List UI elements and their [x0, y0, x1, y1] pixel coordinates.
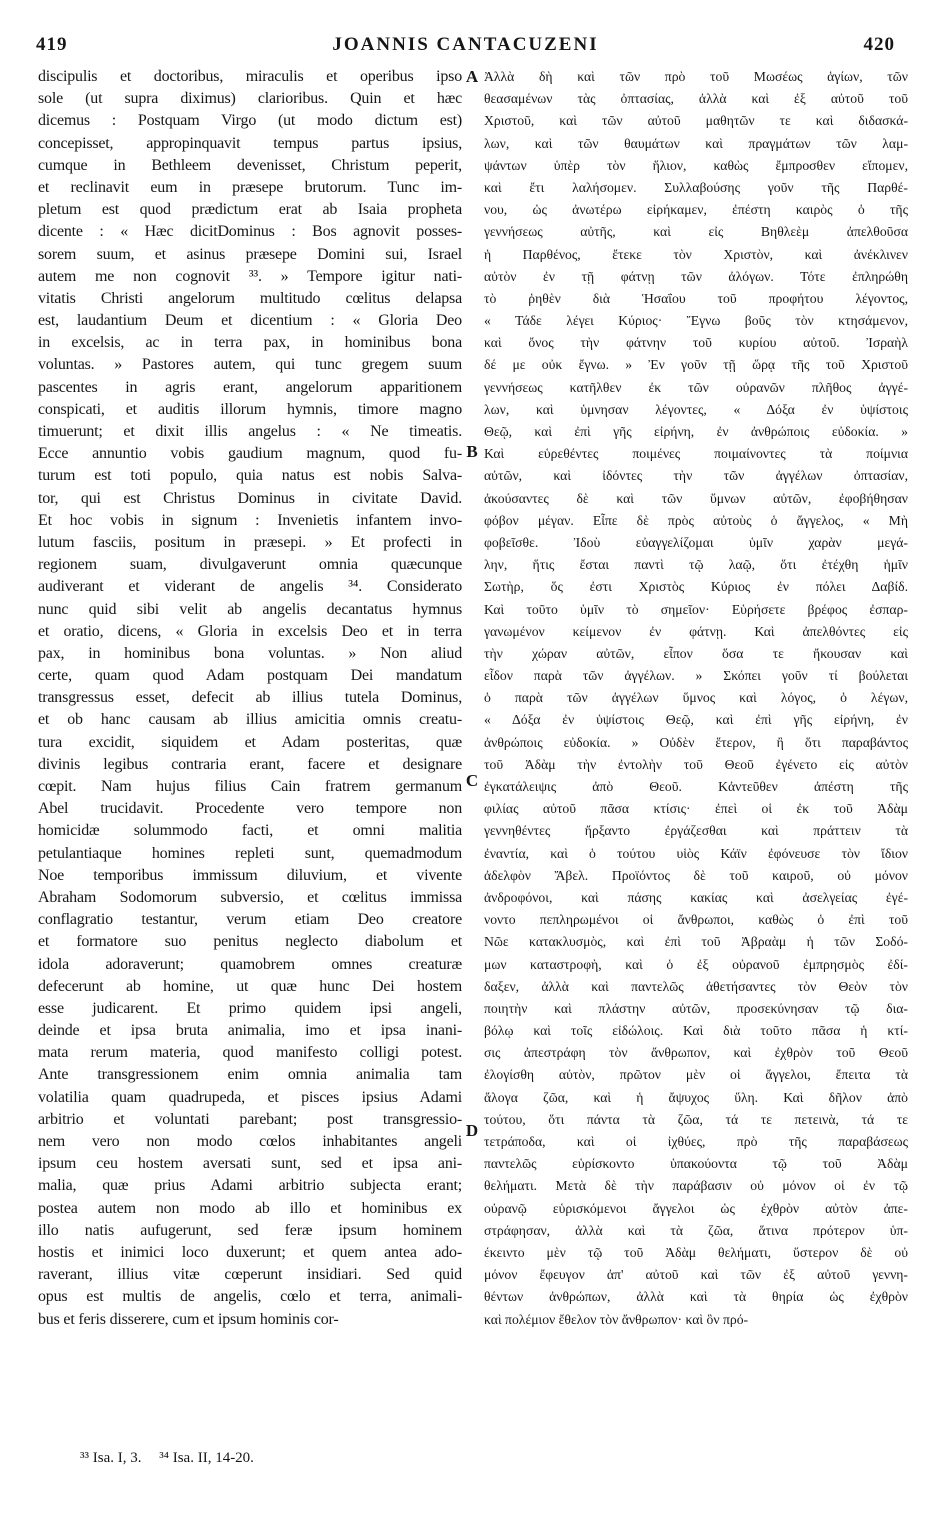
- footnote-33: ³³ Isa. I, 3.: [80, 1450, 142, 1466]
- latin-text-line: est, laudantium Deum et dicentium : « Gloria Deo: [38, 312, 462, 330]
- greek-text-line: τετράποδα, καὶ οἱ ἰχθύες, πρὸ τῆς παραβάσεως: [484, 1134, 908, 1149]
- latin-text-line: opus est multis de angelis, cœlo et terra, animali-: [38, 1288, 462, 1306]
- greek-text-line: φιλίας αὐτοῦ πᾶσα κτίσις· ἐπεὶ οἱ ἐκ τοῦ Ἀδὰμ: [484, 801, 908, 817]
- latin-text-line: petulantiaque homines repleti sunt, quemadmodum: [38, 844, 462, 862]
- greek-text-line: γεννηθέντες ἤρξαντο ἐργάζεσθαι καὶ πράττειν τὰ: [484, 823, 908, 839]
- page-number-left: 419: [36, 34, 68, 55]
- latin-text-line: tura excidit, siquidem et Adam posteritas, quæ: [38, 733, 462, 751]
- greek-text-line: θελήματι. Μετὰ δὲ τὴν παράβασιν οὐ μόνον οἱ ἐν τῷ: [484, 1178, 908, 1194]
- latin-text-line: hostis et inimici loco duxerunt; et quem antea ado-: [38, 1243, 462, 1261]
- greek-text-line: λων, καὶ τῶν θαυμάτων καὶ πραγμάτων τῶν λαμ-: [484, 135, 908, 151]
- greek-text-line: ἐλογίσθη αὐτὸν, πρῶτον μὲν οἱ ἄγγελοι, ἔπειτα τὰ: [484, 1067, 908, 1083]
- greek-text-line: φόβον μέγαν. Εἶπε δὲ πρὸς αὐτοὺς ὁ ἄγγελος, « Μὴ: [484, 512, 908, 528]
- greek-text-line: νου, ὡς ἀνωτέρω εἰρήκαμεν, ἐπέστη καιρὸς ὁ τῆς: [484, 202, 908, 218]
- greek-text-line: « Δόξα ἐν ὑψίστοις Θεῷ, καὶ ἐπὶ γῆς εἰρήνη, ἐν: [484, 712, 908, 728]
- latin-text-line: mata rerum materia, quod manifesto colligi potest.: [38, 1044, 462, 1062]
- greek-text-line: καὶ πολέμιον ἔθελον τὸν ἄνθρωπον· καὶ ὃν πρό-: [484, 1311, 749, 1327]
- page-header: [36, 34, 895, 64]
- latin-text-line: vitatis Christi angelorum multitudo cœlitus delapsa: [38, 289, 462, 307]
- greek-text-line: τούτου, ὅτι πάντα τὰ ζῶα, τά τε πετεινὰ, τά τε: [484, 1111, 908, 1127]
- greek-text-line: ποιητὴν καὶ πλάστην αὐτῶν, προσεκύνησαν τῷ δια-: [484, 1000, 908, 1016]
- latin-text-line: esse judicarent. Et primo quidem ipsi angeli,: [38, 999, 462, 1017]
- latin-text-line: turum est toti populo, quia natus est nobis Salva-: [38, 467, 462, 485]
- latin-text-line: Ecce annuntio vobis gaudium magnum, quod fu-: [38, 445, 462, 463]
- greek-text-line: παντελῶς εὑρίσκοντο ὑπακούοντα τῷ τοῦ Ἀδὰμ: [484, 1156, 908, 1172]
- latin-text-line: conspicati, et auditis illorum hymnis, timore magno: [38, 400, 462, 418]
- latin-text-line: autem me non cognovit ³³. » Tempore igitur nati-: [38, 267, 462, 285]
- greek-text-line: αὐτὸν ἐν τῇ φάτνῃ τῶν ἀλόγων. Τότε ἐπληρώθη: [484, 268, 908, 284]
- greek-text-line: ἀκούσαντες δὲ καὶ τῶν ὕμνων αὐτῶν, ἐφοβήθησαν: [484, 490, 908, 506]
- greek-text-line: φοβεῖσθε. Ἰδοὺ εὐαγγελίζομαι ὑμῖν χαρὰν μεγά-: [484, 534, 908, 550]
- latin-text-line: regionem suam, divulgaverunt omnia quæcunque: [38, 556, 462, 574]
- latin-text-line: Abel trucidavit. Procedente vero tempore non: [38, 800, 462, 818]
- greek-text-line: ἐναντία, καὶ ὁ τούτου υἱὸς Κάϊν ἐφόνευσε τὸν ἴδιον: [484, 845, 908, 861]
- latin-text-line: Et hoc vobis in signum : Invenietis infantem invo-: [38, 511, 462, 529]
- latin-text-line: cœpit. Nam hujus filius Cain fratrem germanum: [38, 778, 462, 795]
- latin-text-line: dicente : « Hæc dicitDominus : Bos agnovit posses-: [38, 223, 462, 241]
- latin-text-line: concepisset, appropinquavit tempus partus ipsius,: [38, 134, 462, 152]
- greek-text-line: καὶ ἔτι λαλήσομεν. Συλλαβούσης γοῦν τῆς Παρθέ-: [484, 179, 908, 195]
- latin-text-line: discipulis et doctoribus, miraculis et operibus ipso: [38, 68, 462, 85]
- greek-text-line: ὁ παρὰ τῶν ἀγγέλων ὕμνος καὶ λόγος, ὁ λέγων,: [484, 690, 908, 706]
- greek-text-line: στράφησαν, ἀλλὰ καὶ τὰ ζῶα, ἅτινα πρότερον ὑπ-: [484, 1222, 908, 1238]
- greek-text-line: Καὶ εὑρεθέντες ποιμένες ποιμαίνοντες τὰ ποίμνια: [484, 446, 908, 462]
- latin-text-line: certe, quam quod Adam postquam Dei mandatum: [38, 667, 462, 685]
- greek-text-line: εἶδον παρὰ τῶν ἀγγέλων. » Σκόπει γοῦν τί βούλεται: [484, 668, 908, 684]
- latin-text-line: defecerunt ab homine, ut quæ hunc Dei hostem: [38, 977, 462, 995]
- latin-text-line: pax, in hominibus bona voluntas. » Non aliud: [38, 644, 462, 662]
- latin-text-line: cumque in Bethleem devenisset, Christum peperit,: [38, 156, 462, 174]
- greek-text-line: Χριστοῦ, καὶ τῶν αὐτοῦ μαθητῶν τε καὶ διδασκά-: [484, 113, 908, 129]
- latin-text-line: tor, qui est Christus Dominus in civitate David.: [38, 489, 462, 507]
- latin-text-line: dicemus : Postquam Virgo (ut modo dictum est): [38, 112, 462, 130]
- greek-text-line: τὴν χώραν αὐτῶν, εἶπον ὅσα τε ἤκουσαν καὶ: [484, 645, 908, 661]
- latin-text-line: lutum fasciis, positum in præsepi. » Et profecti in: [38, 533, 462, 551]
- latin-text-line: arbitrio et voluntati parebant; post transgressio-: [38, 1110, 462, 1128]
- latin-text-line: timuerunt; et dixit illis angelus : « Ne timeatis.: [38, 423, 462, 440]
- greek-text-line: « Τάδε λέγει Κύριος· Ἔγνω βοῦς τὸν κτησάμενον,: [484, 313, 908, 329]
- greek-text-line: δαξεν, ἀλλὰ καὶ παντελῶς ἀθετήσαντες τὸν Θεὸν τὸν: [484, 978, 908, 994]
- latin-text-line: et ob hanc causam ab illius amicitia omnis creatu-: [38, 711, 462, 729]
- greek-text-line: γεννήσεως κατῆλθεν ἐκ τῶν οὐρανῶν πλῆθος ἀγγέ-: [484, 379, 908, 395]
- latin-text-line: raverant, illius vitæ cœperunt insidiari. Sed quid: [38, 1266, 462, 1284]
- latin-text-line: in excelsis, ac in terra pax, in hominibus bona: [38, 334, 462, 352]
- greek-text-line: ἐγκατάλειψις ἀπὸ Θεοῦ. Κἀντεῦθεν ἀπέστη τῆς: [484, 779, 908, 794]
- greek-text-line: τοῦ Ἀδὰμ τὴν ἐντολὴν τοῦ Θεοῦ ἐγένετο εἰς αὐτὸν: [484, 756, 908, 772]
- latin-text-line: postea autem non modo ab illo et hominibus ex: [38, 1199, 462, 1217]
- greek-text-line: έκειντο μὲν τῷ τοῦ Ἀδὰμ θελήματι, ὕστερον δὲ οὐ: [484, 1244, 908, 1260]
- greek-text-line: ἡ Παρθένος, ἔτεκε τὸν Χριστὸν, καὶ ἀνέκλινεν: [484, 246, 908, 262]
- latin-text-line: ipsum ceu hostem aversati sunt, sed et ipsa ani-: [38, 1155, 462, 1173]
- greek-text-line: ἀνθρώποις εὐδοκία. » Οὐδὲν ἕτερον, ἢ ὅτι παραβάντος: [484, 734, 908, 750]
- latin-text-line: et oratio, dicens, « Gloria in excelsis Deo et in terra: [38, 622, 462, 640]
- footnotes: [80, 1450, 268, 1467]
- latin-text-line: nem vero non modo cœlos inhabitantes angeli: [38, 1133, 462, 1150]
- margin-marker-b: B: [466, 442, 478, 461]
- margin-marker-a: A: [465, 67, 479, 86]
- latin-text-line: nunc quid sibi velit ab angelis decantatus hymnus: [38, 600, 462, 618]
- latin-text-line: Abraham Sodomorum subversio, et cœlitus immissa: [38, 888, 462, 906]
- greek-column: [484, 66, 908, 1331]
- margin-marker-c: C: [465, 771, 479, 790]
- greek-text-line: δέ με οὐκ ἔγνω. » Ἐν γοῦν τῇ ὥρᾳ τῆς τοῦ Χριστοῦ: [484, 357, 908, 373]
- greek-text-line: γεννήσεως αὐτῆς, καὶ εἰς Βηθλεὲμ ἀπελθοῦσα: [484, 224, 908, 240]
- latin-text-line: idola adoraverunt; quamobrem omnes creaturæ: [38, 955, 462, 973]
- footnote-34: ³⁴ Isa. II, 14-20.: [159, 1450, 254, 1466]
- latin-text-line: deinde et ipsa bruta animalia, imo et ipsa inani-: [38, 1022, 462, 1040]
- greek-text-line: Θεῷ, καὶ ἐπὶ γῆς εἰρήνη, ἐν ἀνθρώποις εὐδοκία. »: [484, 424, 908, 439]
- greek-text-line: Νῶε κατακλυσμὸς, καὶ ἐπὶ τοῦ Ἀβραὰμ ἡ τῶν Σοδό-: [484, 934, 908, 950]
- latin-text-line: volatilia quam quadrupeda, et pisces ipsius Adami: [38, 1088, 462, 1106]
- latin-text-line: pascentes in agris erant, angelorum apparitionem: [38, 378, 462, 396]
- greek-text-line: σις ἀπεστράφη τὸν ἄνθρωπον, καὶ ἐχθρὸν τοῦ Θεοῦ: [484, 1045, 908, 1061]
- greek-text-line: ἀνδροφόνοι, καὶ πάσης κακίας καὶ ἀσελγείας ἐγέ-: [484, 889, 908, 905]
- latin-text-line: bus et feris disserere, cum et ipsum hominis cor-: [38, 1310, 339, 1328]
- greek-text-line: ἄλογα ζῶα, καὶ ἡ ἄψυχος ὕλη. Καὶ δῆλον ἀπὸ: [484, 1089, 908, 1105]
- greek-text-line: Σωτὴρ, ὅς ἐστι Χριστὸς Κύριος ἐν πόλει Δαβίδ.: [484, 579, 908, 595]
- latin-text-line: et formatore suo penitus neglecto diabolum et: [38, 933, 462, 951]
- greek-text-line: θεασαμένων τὰς ὀπτασίας, ἀλλὰ καὶ ἐξ αὐτοῦ τοῦ: [484, 91, 908, 107]
- greek-text-line: γανωμένον κείμενον ἐν φάτνῃ. Καὶ ἀπελθόντες εἰς: [484, 623, 908, 639]
- latin-text-line: voluntas. » Pastores autem, qui tunc gregem suum: [38, 356, 462, 374]
- greek-text-line: τὸ ῥηθὲν διὰ Ἡσαΐου τοῦ προφήτου λέγοντος,: [484, 290, 908, 306]
- greek-text-line: καὶ ὄνος τὴν φάτνην τοῦ κυρίου αὐτοῦ. Ἰσραὴλ: [484, 335, 908, 351]
- greek-text-line: αὐτῶν, καὶ ἰδόντες τὴν τῶν ἀγγέλων ὀπτασίαν,: [484, 468, 908, 484]
- greek-text-line: ψάντων ὑπὲρ τὸν ἥλιον, καθὼς ἔμπροσθεν εἴπομεν,: [484, 157, 908, 173]
- latin-text-line: Noe temporibus immissum diluvium, et vivente: [38, 866, 462, 884]
- greek-text-line: νοντο πεπληρωμένοι οἱ ἄνθρωποι, καθὼς ὁ ἐπὶ τοῦ: [484, 912, 908, 928]
- latin-text-line: conflagratio testantur, verum etiam Deo creatore: [38, 911, 462, 929]
- greek-text-line: μων καταστροφὴ, καὶ ὁ ἐξ οὐρανοῦ ἐμπρησμὸς ἐδί-: [484, 956, 908, 972]
- latin-text-line: et reclinavit eum in præsepe brutorum. Tunc im-: [38, 178, 462, 196]
- latin-text-line: malia, quæ prius Adami arbitrio subjecta erant;: [38, 1177, 462, 1195]
- greek-text-line: ἀδελφὸν Ἄβελ. Προϊόντος δὲ τοῦ καιροῦ, οὐ μόνον: [484, 867, 908, 883]
- running-title: JOANNIS CANTACUZENI: [332, 34, 599, 55]
- latin-text-line: sorem suum, et asinus præsepe Domini sui, Israel: [38, 245, 462, 263]
- greek-text-line: θέντων ἀνθρώπων, ἀλλὰ καὶ τὰ θηρία ὡς ἐχθρὸν: [484, 1289, 908, 1305]
- page-number-right: 420: [863, 34, 895, 55]
- latin-text-line: divinis legibus contraria erant, facere et designare: [38, 755, 462, 773]
- latin-text-line: transgressus esset, defecit ab illius tutela Dominus,: [38, 689, 462, 707]
- latin-text-line: audiverant et viderant de angelis ³⁴. Considerato: [38, 578, 462, 596]
- latin-text-line: pletum est quod prædictum erat ab Isaia propheta: [38, 201, 462, 219]
- latin-column: [38, 66, 462, 1331]
- greek-text-line: μόνον ἔφευγον ἀπ' αὐτοῦ καὶ τῶν ἐξ αὐτοῦ γεννη-: [484, 1267, 908, 1283]
- greek-text-line: λων, καὶ ὑμνησαν λέγοντες, « Δόξα ἐν ὑψίστοις: [484, 401, 908, 417]
- latin-text-line: homicidæ solummodo facti, et omni malitia: [38, 822, 462, 840]
- greek-text-line: Ἀλλὰ δὴ καὶ τῶν πρὸ τοῦ Μωσέως ἁγίων, τῶν: [484, 69, 908, 84]
- greek-text-line: οὐρανῷ εὑρισκόμενοι ἄγγελοι ὡς ἐχθρὸν αὐτὸν ἀπε-: [484, 1200, 908, 1216]
- greek-text-line: Καὶ τοῦτο ὑμῖν τὸ σημεῖον· Εὑρήσετε βρέφος ἐσπαρ-: [484, 601, 908, 617]
- margin-marker-d: D: [465, 1121, 479, 1140]
- greek-text-line: βόλῳ καὶ τοῖς εἰδώλοις. Καὶ διὰ τοῦτο πᾶσα ἡ κτί-: [484, 1023, 908, 1039]
- greek-text-line: λην, ἥτις ἔσται παντὶ τῷ λαῷ, ὅτι ἐτέχθη ἡμῖν: [484, 557, 908, 573]
- latin-text-line: sole (ut supra diximus) clarioribus. Quin et hæc: [38, 90, 462, 108]
- latin-text-line: Ante transgressionem enim omnia animalia tam: [38, 1066, 462, 1084]
- latin-text-line: illo natis aufugerunt, sed feræ ipsum hominem: [38, 1221, 462, 1239]
